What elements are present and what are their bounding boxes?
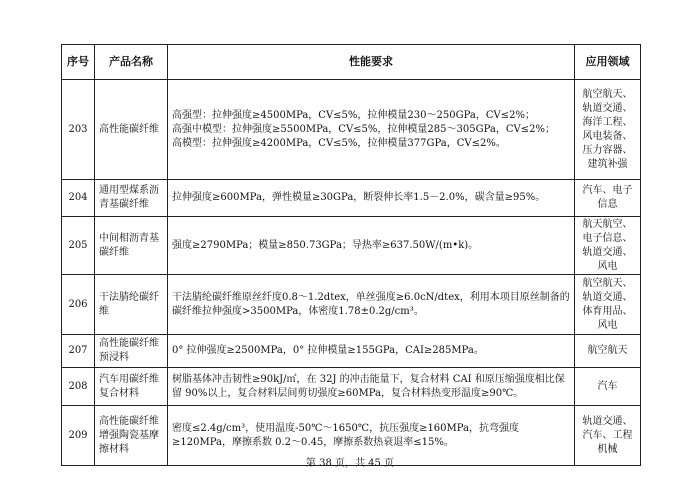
application-field: 汽车、电子信息	[575, 180, 641, 217]
header-name: 产品名称	[95, 45, 168, 80]
header-application: 应用领域	[575, 45, 641, 80]
row-number: 206	[62, 275, 95, 335]
table-row	[62, 217, 641, 275]
product-name: 高性能碳纤维	[95, 80, 168, 180]
requirement-text: 干法腈纶碳纤维原丝纤度0.8～1.2dtex，单丝强度≥6.0cN/dtex，利用本项目原丝制备的碳纤维拉伸强度>3500MPa，体密度1.78±0.2g/cm³。	[172, 291, 570, 317]
application-field: 汽车	[575, 368, 641, 406]
table-row	[62, 275, 641, 335]
application-field: 航空航天	[575, 335, 641, 368]
requirement-text: 强度≥2790MPa；模量≥850.73GPa；导热率≥637.50W/(m•k)。	[172, 239, 479, 251]
requirement-text: 密度≤2.4g/cm³，使用温度-50℃～1650℃，抗压强度≥160MPa，抗弯强度≥120MPa，摩擦系数 0.2～0.45，摩擦系数热衰退率≤15%。	[172, 422, 520, 448]
performance-requirements	[168, 335, 575, 368]
performance-requirements	[168, 80, 575, 180]
row-number: 205	[62, 217, 95, 275]
page-footer: 第 38 页，共 45 页	[305, 458, 395, 469]
requirement-line: 高强中模型：拉伸强度≥5500MPa，CV≤5%，拉伸模量285～305GPa，CV≤2%；	[172, 123, 555, 135]
row-number: 204	[62, 180, 95, 217]
requirement-line: 高模型：拉伸强度≥4200MPa，CV≤5%，拉伸模量377GPa，CV≤2%。	[172, 137, 506, 149]
table-row	[62, 80, 641, 180]
application-field: 轨道交通、汽车、工程机械	[575, 406, 641, 466]
application-field: 航空航天、轨道交通、海洋工程、风电装备、压力容器、建筑补强	[575, 80, 641, 180]
row-number: 207	[62, 335, 95, 368]
product-name: 高性能碳纤维增强陶瓷基摩擦材料	[95, 406, 168, 466]
performance-requirements	[168, 180, 575, 217]
table-header-row	[62, 45, 641, 80]
header-no: 序号	[62, 45, 95, 80]
performance-requirements	[168, 217, 575, 275]
product-table	[61, 44, 641, 466]
table-row	[62, 180, 641, 217]
table-row	[62, 368, 641, 406]
requirement-text: 0° 拉伸强度≥2500MPa，0° 拉伸模量≥155GPa，CAI≥285MPa。	[172, 345, 484, 356]
requirement-text: 拉伸强度≥600MPa，弹性模量≥30GPa，断裂伸长率1.5－2.0%，碳含量≥95%。	[172, 192, 546, 203]
performance-requirements	[168, 368, 575, 406]
requirement-text: 树脂基体冲击韧性≥90kJ/㎡，在 32J 的冲击能量下，复合材料 CAI 和原压缩强度相比保留 90%以上，复合材料层间剪切强度≥60MPa，复合材料热变形温度≥90℃。	[172, 373, 565, 399]
performance-requirements	[168, 275, 575, 335]
product-name: 中间相沥青基碳纤维	[95, 217, 168, 275]
row-number: 209	[62, 406, 95, 466]
row-number: 203	[62, 80, 95, 180]
application-field: 航天航空、电子信息、轨道交通、风电	[575, 217, 641, 275]
requirement-line: 高强型：拉伸强度≥4500MPa，CV≤5%，拉伸模量230～250GPa，CV≤2%；	[172, 109, 535, 121]
product-name: 干法腈纶碳纤维	[95, 275, 168, 335]
application-field: 航空航天、轨道交通、体育用品、风电	[575, 275, 641, 335]
header-requirements: 性能要求	[168, 45, 575, 80]
product-name: 高性能碳纤维预浸料	[95, 335, 168, 368]
product-name: 汽车用碳纤维复合材料	[95, 368, 168, 406]
product-name: 通用型煤系沥青基碳纤维	[95, 180, 168, 217]
table-row	[62, 335, 641, 368]
row-number: 208	[62, 368, 95, 406]
